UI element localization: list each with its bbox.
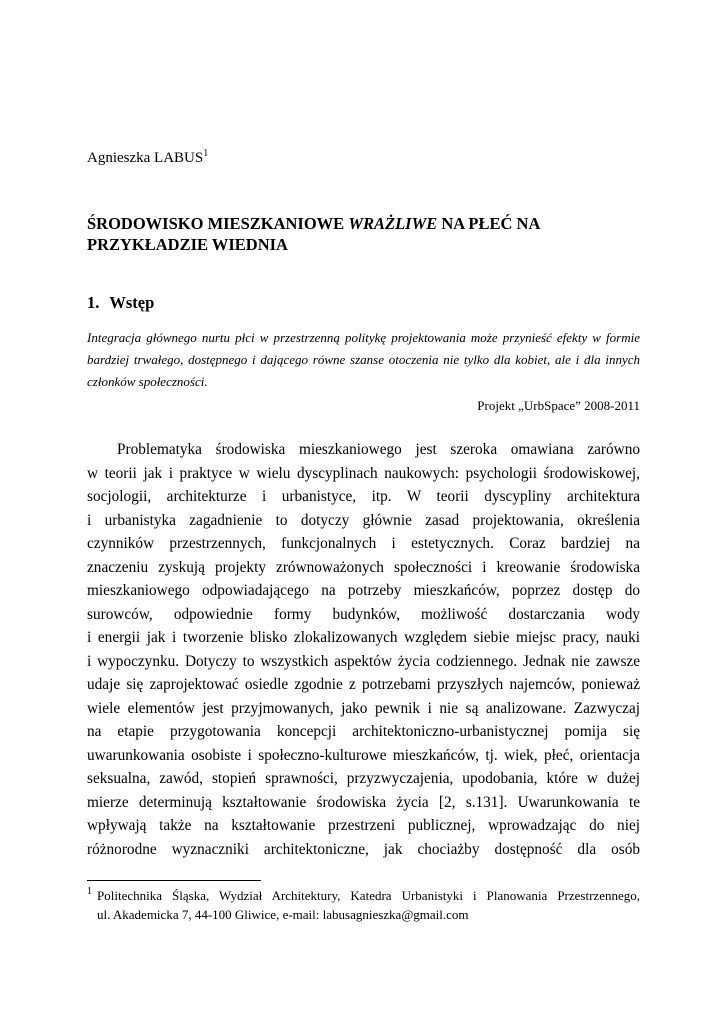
body-line: seksualna, zawód, stopień sprawności, przyzwyczajenia, upodobania, które w dużej <box>87 770 640 787</box>
title-line-2: PRZYKŁADZIE WIEDNIA <box>87 235 288 254</box>
epigraph-attribution: Projekt „UrbSpace” 2008-2011 <box>477 398 640 413</box>
section-title: Wstęp <box>109 293 155 312</box>
footnote-line-1: Politechnika Śląska, Wydział Architektury, Katedra Urbanistyki i Planowania Przestrzennego, <box>97 888 640 903</box>
body-line: mierze determinują kształtowanie środowiska życia [2, s.131]. Uwarunkowania te <box>87 793 640 811</box>
footnote-line-2: ul. Akademicka 7, 44-100 Gliwice, e-mail: labusagnieszka@gmail.com <box>97 907 469 922</box>
epigraph-line: Integracja głównego nurtu płci w przestrzenną politykę projektowania może przynieść efekty w formie <box>87 330 640 345</box>
paper-title <box>87 213 647 255</box>
body-line: i urbanistyka zagadnienie to dotyczy głównie zasad projektowania, określenia <box>87 511 640 529</box>
title-line-1-end: NA PŁEĆ NA <box>437 214 541 233</box>
title-line-1-start: ŚRODOWISKO MIESZKANIOWE <box>87 214 349 233</box>
body-line: czynników przestrzennych, funkcjonalnych i estetycznych. Coraz bardziej na <box>87 535 640 552</box>
body-line: uwarunkowania osobiste i społeczno-kulturowe mieszkańców, tj. wiek, płeć, orientacja <box>87 746 640 764</box>
body-line: wiele elementów jest przyjmowanych, jako pewnik i nie są analizowane. Zazwyczaj <box>87 699 640 717</box>
body-line: różnorodne wyznaczniki architektoniczne, jak chociażby dostępność dla osób <box>87 840 640 858</box>
footnote <box>87 886 640 924</box>
body-paragraph <box>87 438 640 861</box>
section-number: 1. <box>87 293 100 312</box>
footnote-marker: 1 <box>87 886 92 897</box>
body-line: w teorii jak i praktyce w wielu dyscyplinach naukowych: psychologii środowiskowej, <box>87 464 640 482</box>
epigraph-line: członków społeczności. <box>87 374 208 389</box>
footnote-separator <box>87 880 261 881</box>
author-footnote-ref: 1 <box>203 148 209 159</box>
body-line: na etapie przygotowania koncepcji architektoniczno-urbanistycznej pomija się <box>87 723 640 740</box>
body-line: socjologii, architekturze i urbanistyce, itp. W teorii dyscypliny architektura <box>87 488 640 505</box>
author-name: Agnieszka LABUS <box>87 150 204 166</box>
epigraph <box>87 327 640 393</box>
body-line: mieszkaniowego odpowiadającego na potrzeby mieszkańców, poprzez dostęp do <box>87 582 640 599</box>
body-line: znaczeniu zyskują projekty zrównoważonych społeczności i kreowanie środowiska <box>87 558 640 576</box>
body-line: i wypoczynku. Dotyczy to wszystkich aspektów życia codziennego. Jednak nie zawsze <box>87 652 640 670</box>
title-line-1 <box>87 213 647 234</box>
epigraph-line: bardziej trwałego, dostępnego i dającego równe szanse otoczenia nie tylko dla kobiet, ale i dla innych <box>87 352 640 367</box>
title-italic-word: WRAŻLIWE <box>348 214 438 233</box>
body-line: udaje się zaprojektować osiedle zgodnie z potrzebami przyszłych najemców, ponieważ <box>87 676 640 693</box>
body-line: wpływają także na kształtowanie przestrzeni publicznej, wprowadzając do niej <box>87 817 640 834</box>
body-line: i energii jak i tworzenie blisko zlokalizowanych względem siebie miejsc pracy, nauki <box>87 629 640 646</box>
body-line: Problematyka środowiska mieszkaniowego jest szeroka omawiana zarówno <box>117 441 640 458</box>
body-line: surowców, odpowiednie formy budynków, możliwość dostarczania wody <box>87 605 640 623</box>
section-heading <box>87 292 154 314</box>
author-line <box>87 148 208 168</box>
